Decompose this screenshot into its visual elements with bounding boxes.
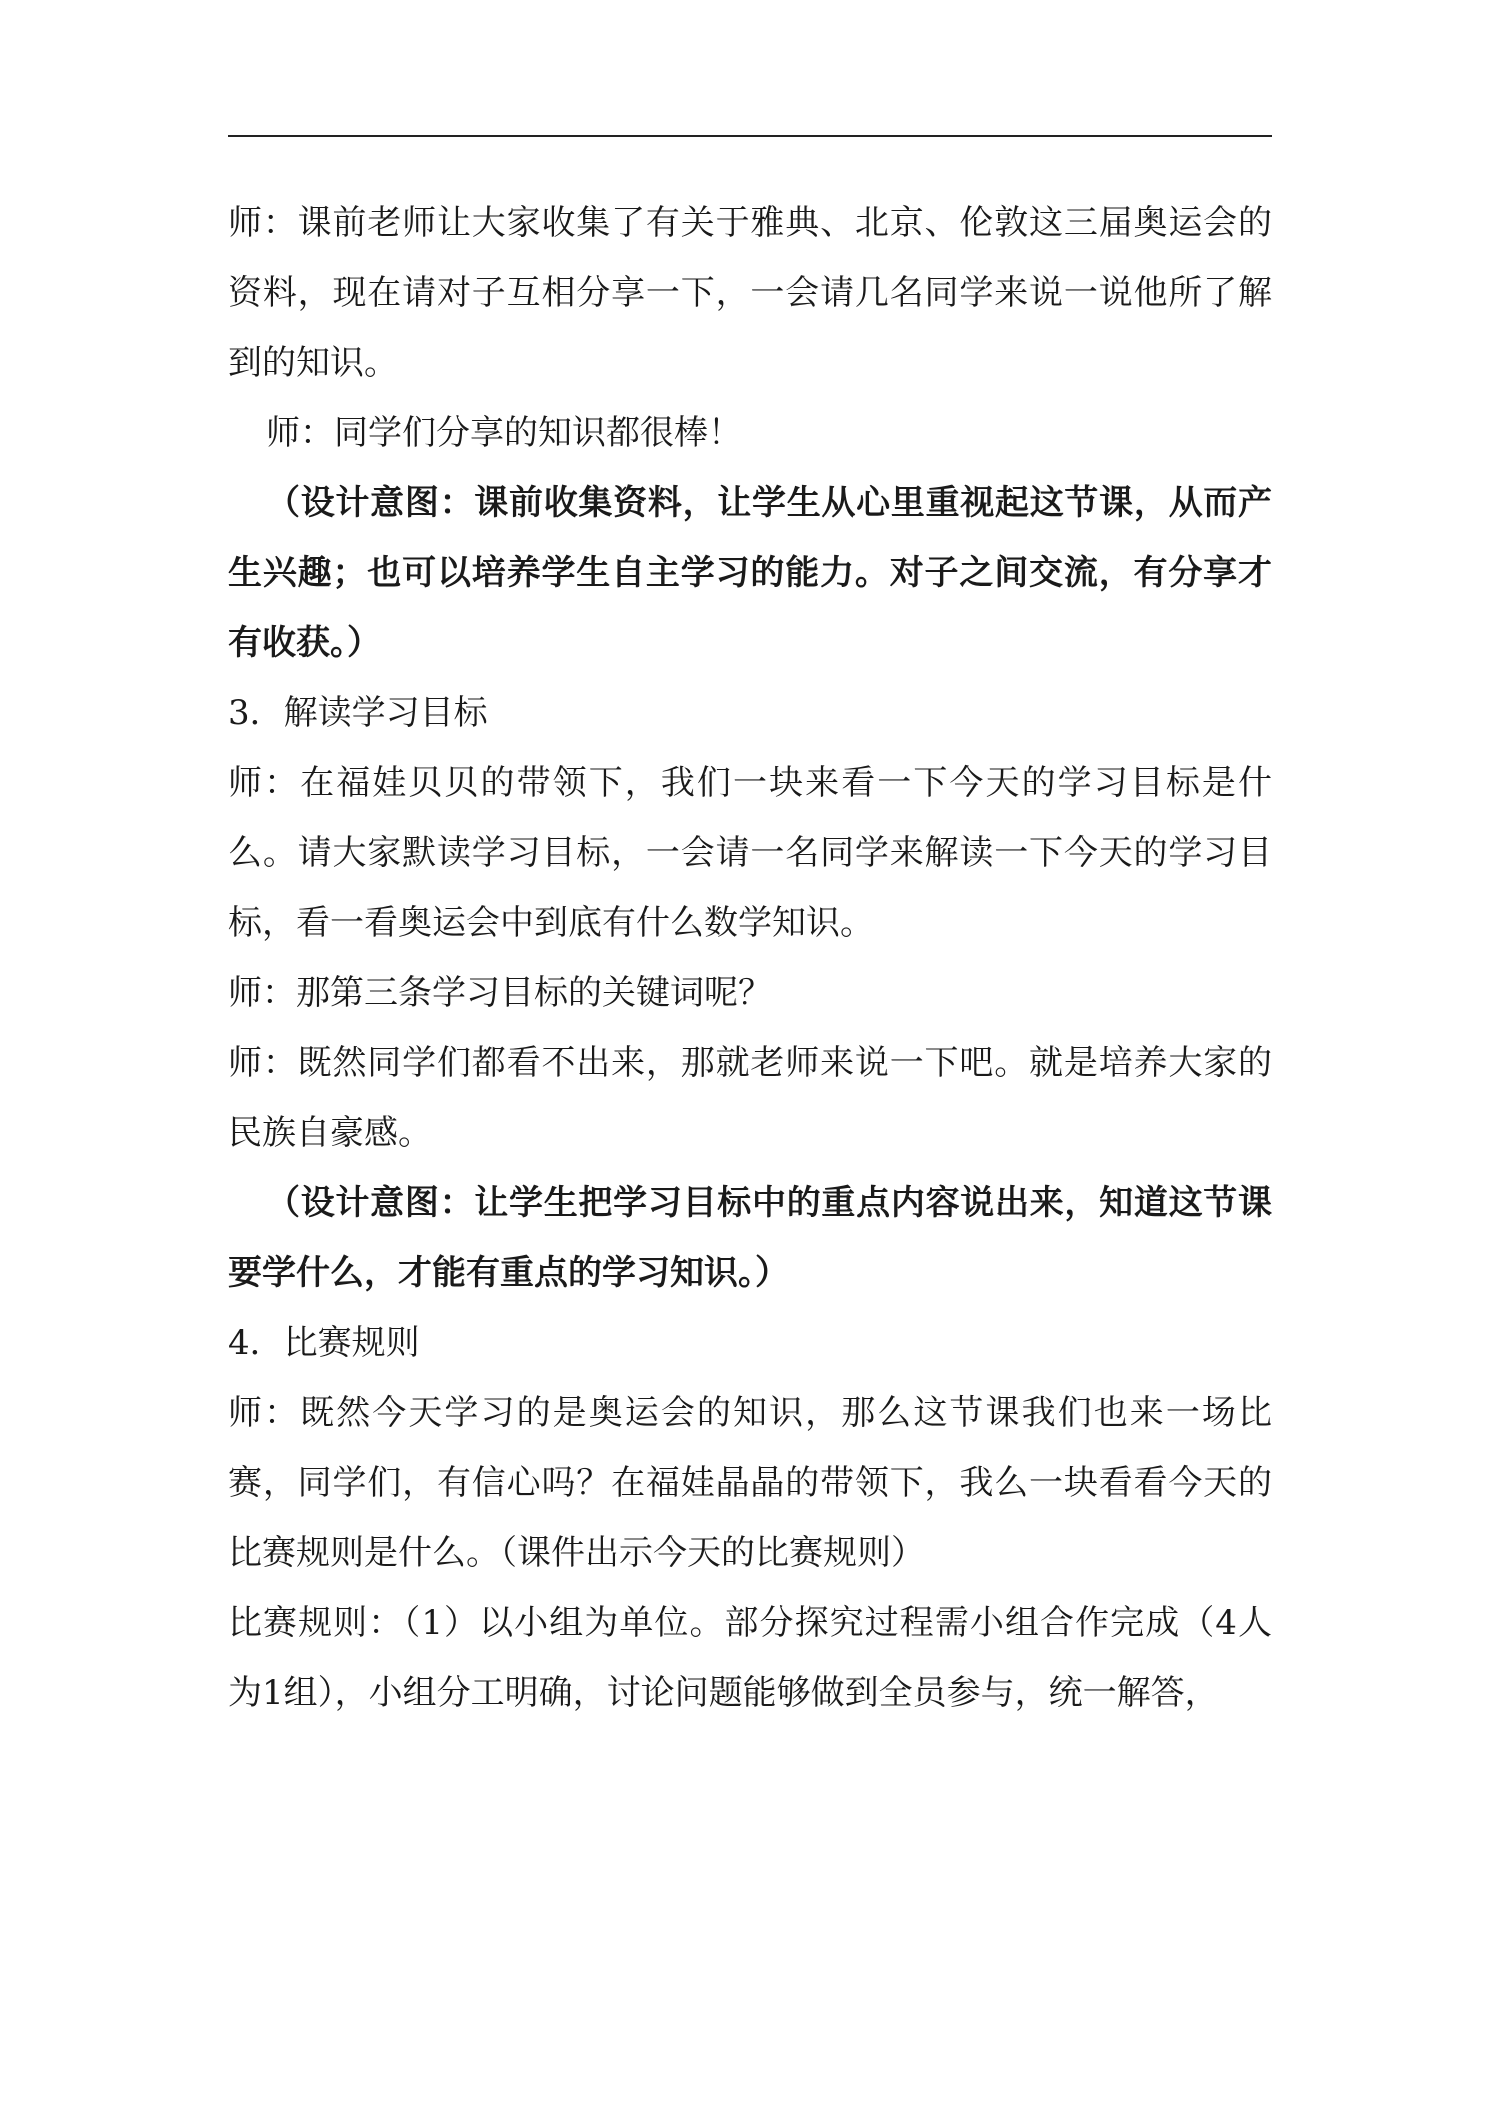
document-body (228, 188, 1272, 1728)
paragraph-competition-rules: 比赛规则：（1）以小组为单位。部分探究过程需小组合作完成（4人为1组），小组分工明确，讨论问题能够做到全员参与，统一解答， (228, 1603, 1272, 1713)
header-rule (228, 135, 1272, 137)
paragraph-teacher-collect: 师：课前老师让大家收集了有关于雅典、北京、伦敦这三届奥运会的资料，现在请对子互相分享一下，一会请几名同学来说一说他所了解到的知识。 (228, 203, 1272, 383)
paragraph-keyword-question: 师：那第三条学习目标的关键词呢？ (228, 973, 772, 1013)
section-heading-3: 3．解读学习目标 (228, 693, 488, 733)
paragraph-national-pride: 师：既然同学们都看不出来，那就老师来说一下吧。就是培养大家的民族自豪感。 (228, 1043, 1272, 1153)
section-heading-4: 4．比赛规则 (228, 1323, 420, 1363)
paragraph-competition-intro: 师：既然今天学习的是奥运会的知识，那么这节课我们也来一场比赛，同学们，有信心吗？在福娃晶晶的带领下，我么一块看看今天的比赛规则是什么。（课件出示今天的比赛规则） (228, 1393, 1272, 1573)
paragraph-teacher-praise: 师：同学们分享的知识都很棒！ (266, 413, 742, 453)
paragraph-design-intent-2: （设计意图：让学生把学习目标中的重点内容说出来，知道这节课要学什么，才能有重点的学习知识。） (228, 1183, 1272, 1293)
paragraph-design-intent-1: （设计意图：课前收集资料，让学生从心里重视起这节课，从而产生兴趣；也可以培养学生自主学习的能力。对子之间交流，有分享才有收获。） (228, 483, 1272, 663)
paragraph-learning-goals: 师：在福娃贝贝的带领下，我们一块来看一下今天的学习目标是什么。请大家默读学习目标，一会请一名同学来解读一下今天的学习目标，看一看奥运会中到底有什么数学知识。 (228, 763, 1272, 943)
